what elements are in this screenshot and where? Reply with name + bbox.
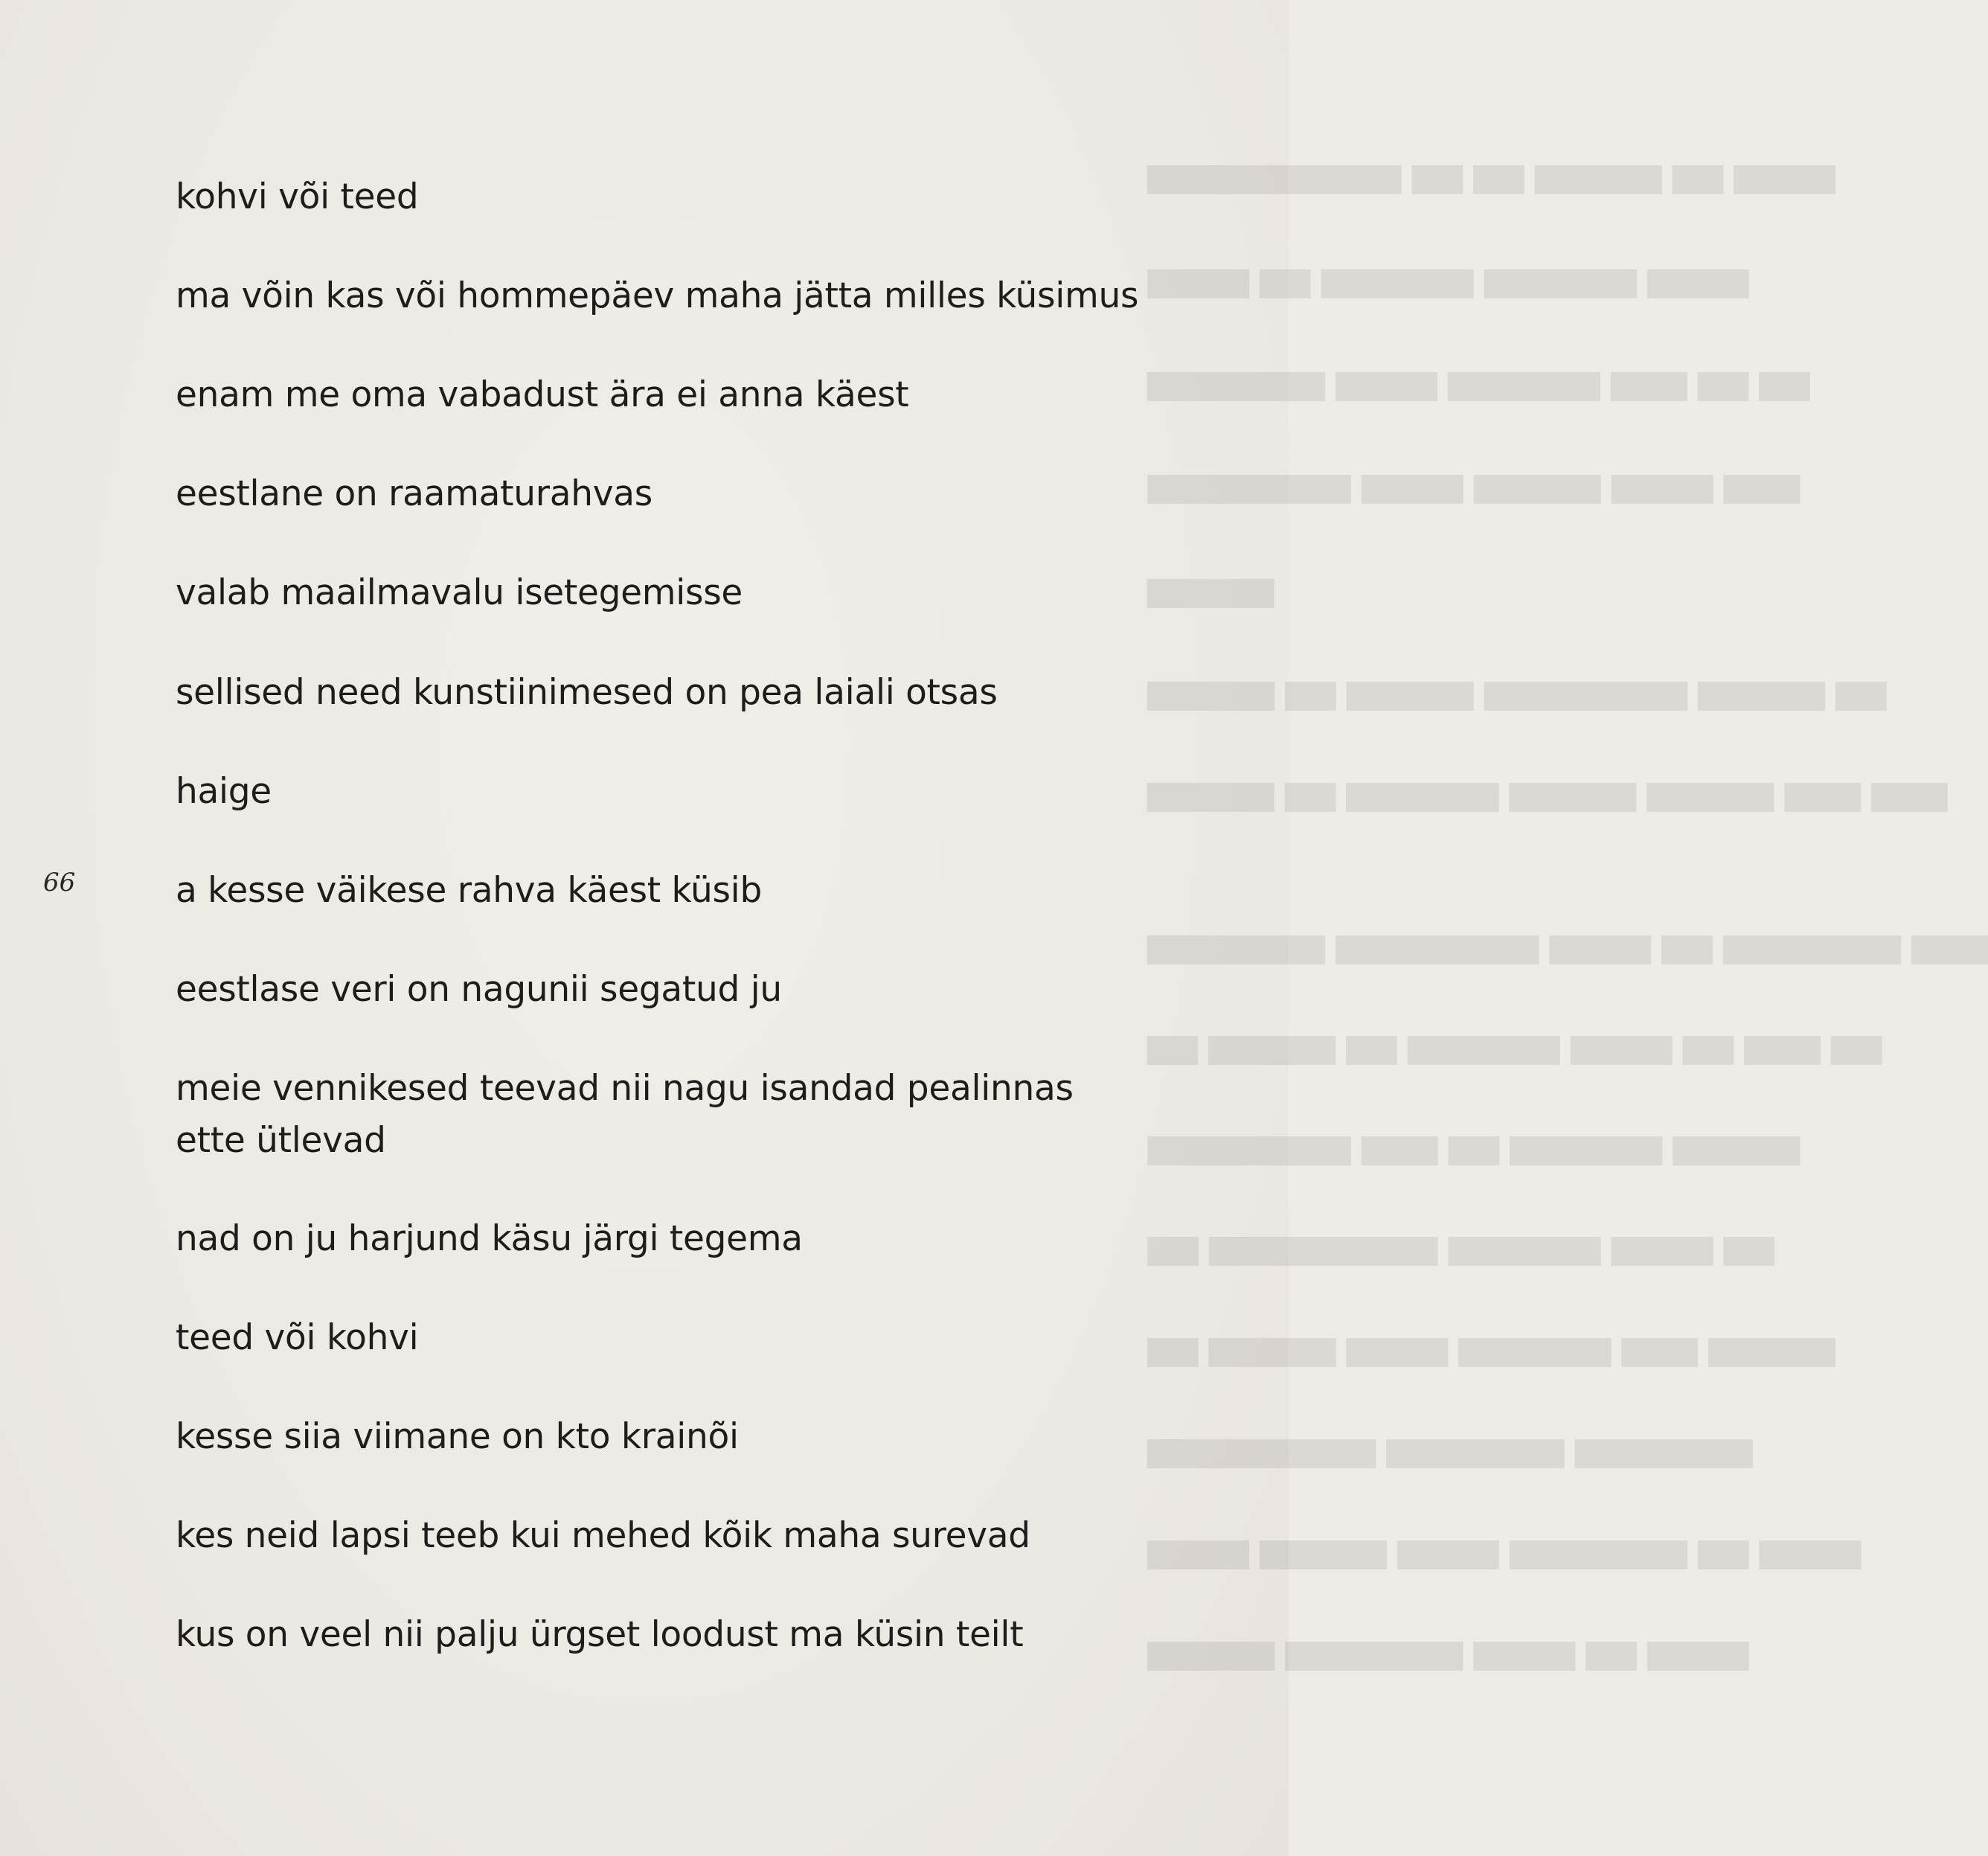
poem-line: enam me oma vabadust ära ei anna käest [176, 374, 909, 415]
poem-line: haige [176, 771, 272, 812]
poem-line: teed või kohvi [176, 1317, 419, 1358]
poem-line: kes neid lapsi teeb kui mehed kõik maha surevad [176, 1515, 1030, 1556]
poem-line: nad on ju harjund käsu järgi tegema [176, 1218, 803, 1259]
poem-line: sellised need kunstiinimesed on pea laiali otsas [176, 672, 998, 713]
poem-line: a kesse väikese rahva käest küsib [176, 870, 762, 911]
poem-line: kus on veel nii palju ürgset loodust ma küsin teilt [176, 1614, 1024, 1655]
page-number: 66 [43, 868, 76, 897]
show-through-bleed: ​▆▆▆▆ ▆▆ ▆▆▆▆▆ ▆▆ ▆▆ ▆▆▆▆▆▆▆▆▆▆ ▆▆▆▆ ▆▆▆▆▆▆ ▆▆▆▆▆▆ ▆▆ ▆▆▆▆ ▆▆ ▆▆ ▆▆▆ ▆▆▆▆▆▆ ▆▆▆▆ ▆▆▆▆▆▆▆ ▆▆▆ ▆▆▆▆ ▆▆▆▆▆ ▆▆▆▆ ▆▆▆▆▆▆▆▆ ▆▆▆▆▆ ▆▆ ▆▆▆▆▆ ▆▆▆▆▆▆▆▆ ▆▆▆▆▆ ▆▆ ▆▆▆▆▆ ▆▆▆ ▆▆▆ ▆▆▆▆▆ ▆▆▆▆▆ ▆▆▆▆▆▆ ▆▆ ▆▆▆▆▆ ▆▆▆ ▆▆▆▆▆▆▆ ▆▆ ▆▆▆▆ ▆▆▆▆▆▆▆▆ ▆▆▆▆▆▆▆ ▆▆ ▆▆▆ ▆▆ ▆▆▆▆ ▆▆▆▆▆▆ ▆▆ ▆▆▆▆▆ ▆▆ ▆▆▆▆▆ ▆▆▆▆▆▆ ▆▆ ▆▆▆ ▆▆▆▆▆▆▆▆ ▆▆ ▆▆▆▆ ▆▆▆▆▆▆ ▆▆▆▆▆▆▆▆▆ ▆▆ ▆▆▆▆▆ ▆▆▆ ▆▆▆▆▆▆ ▆▆▆▆ ▆▆▆▆▆ ▆▆ ▆▆▆▆▆▆▆ ▆▆▆▆▆▆▆ ▆▆▆▆▆▆▆▆▆ ▆▆▆▆ ▆▆ ▆▆▆▆▆▆▆ ▆▆▆▆ ▆▆▆▆▆ ▆▆▆▆ ▆▆▆▆ ▆▆ ▆▆▆▆ ▆▆▆▆▆▆▆ ▆▆▆▆▆ [1147, 156, 1988, 1671]
poem-line: kesse siia viimane on kto krainõi [176, 1416, 739, 1457]
poem-line: eestlase veri on nagunii segatud ju [176, 969, 782, 1010]
poem-line: kohvi või teed [176, 176, 419, 217]
poem-line: valab maailmavalu isetegemisse [176, 572, 743, 613]
poem-line: meie vennikesed teevad nii nagu isandad pealinnas ette ütlevad [176, 1068, 1074, 1161]
poem-line: eestlane on raamaturahvas [176, 473, 652, 514]
poem-line: ma võin kas või hommepäev maha jätta milles küsimus [176, 275, 1139, 316]
